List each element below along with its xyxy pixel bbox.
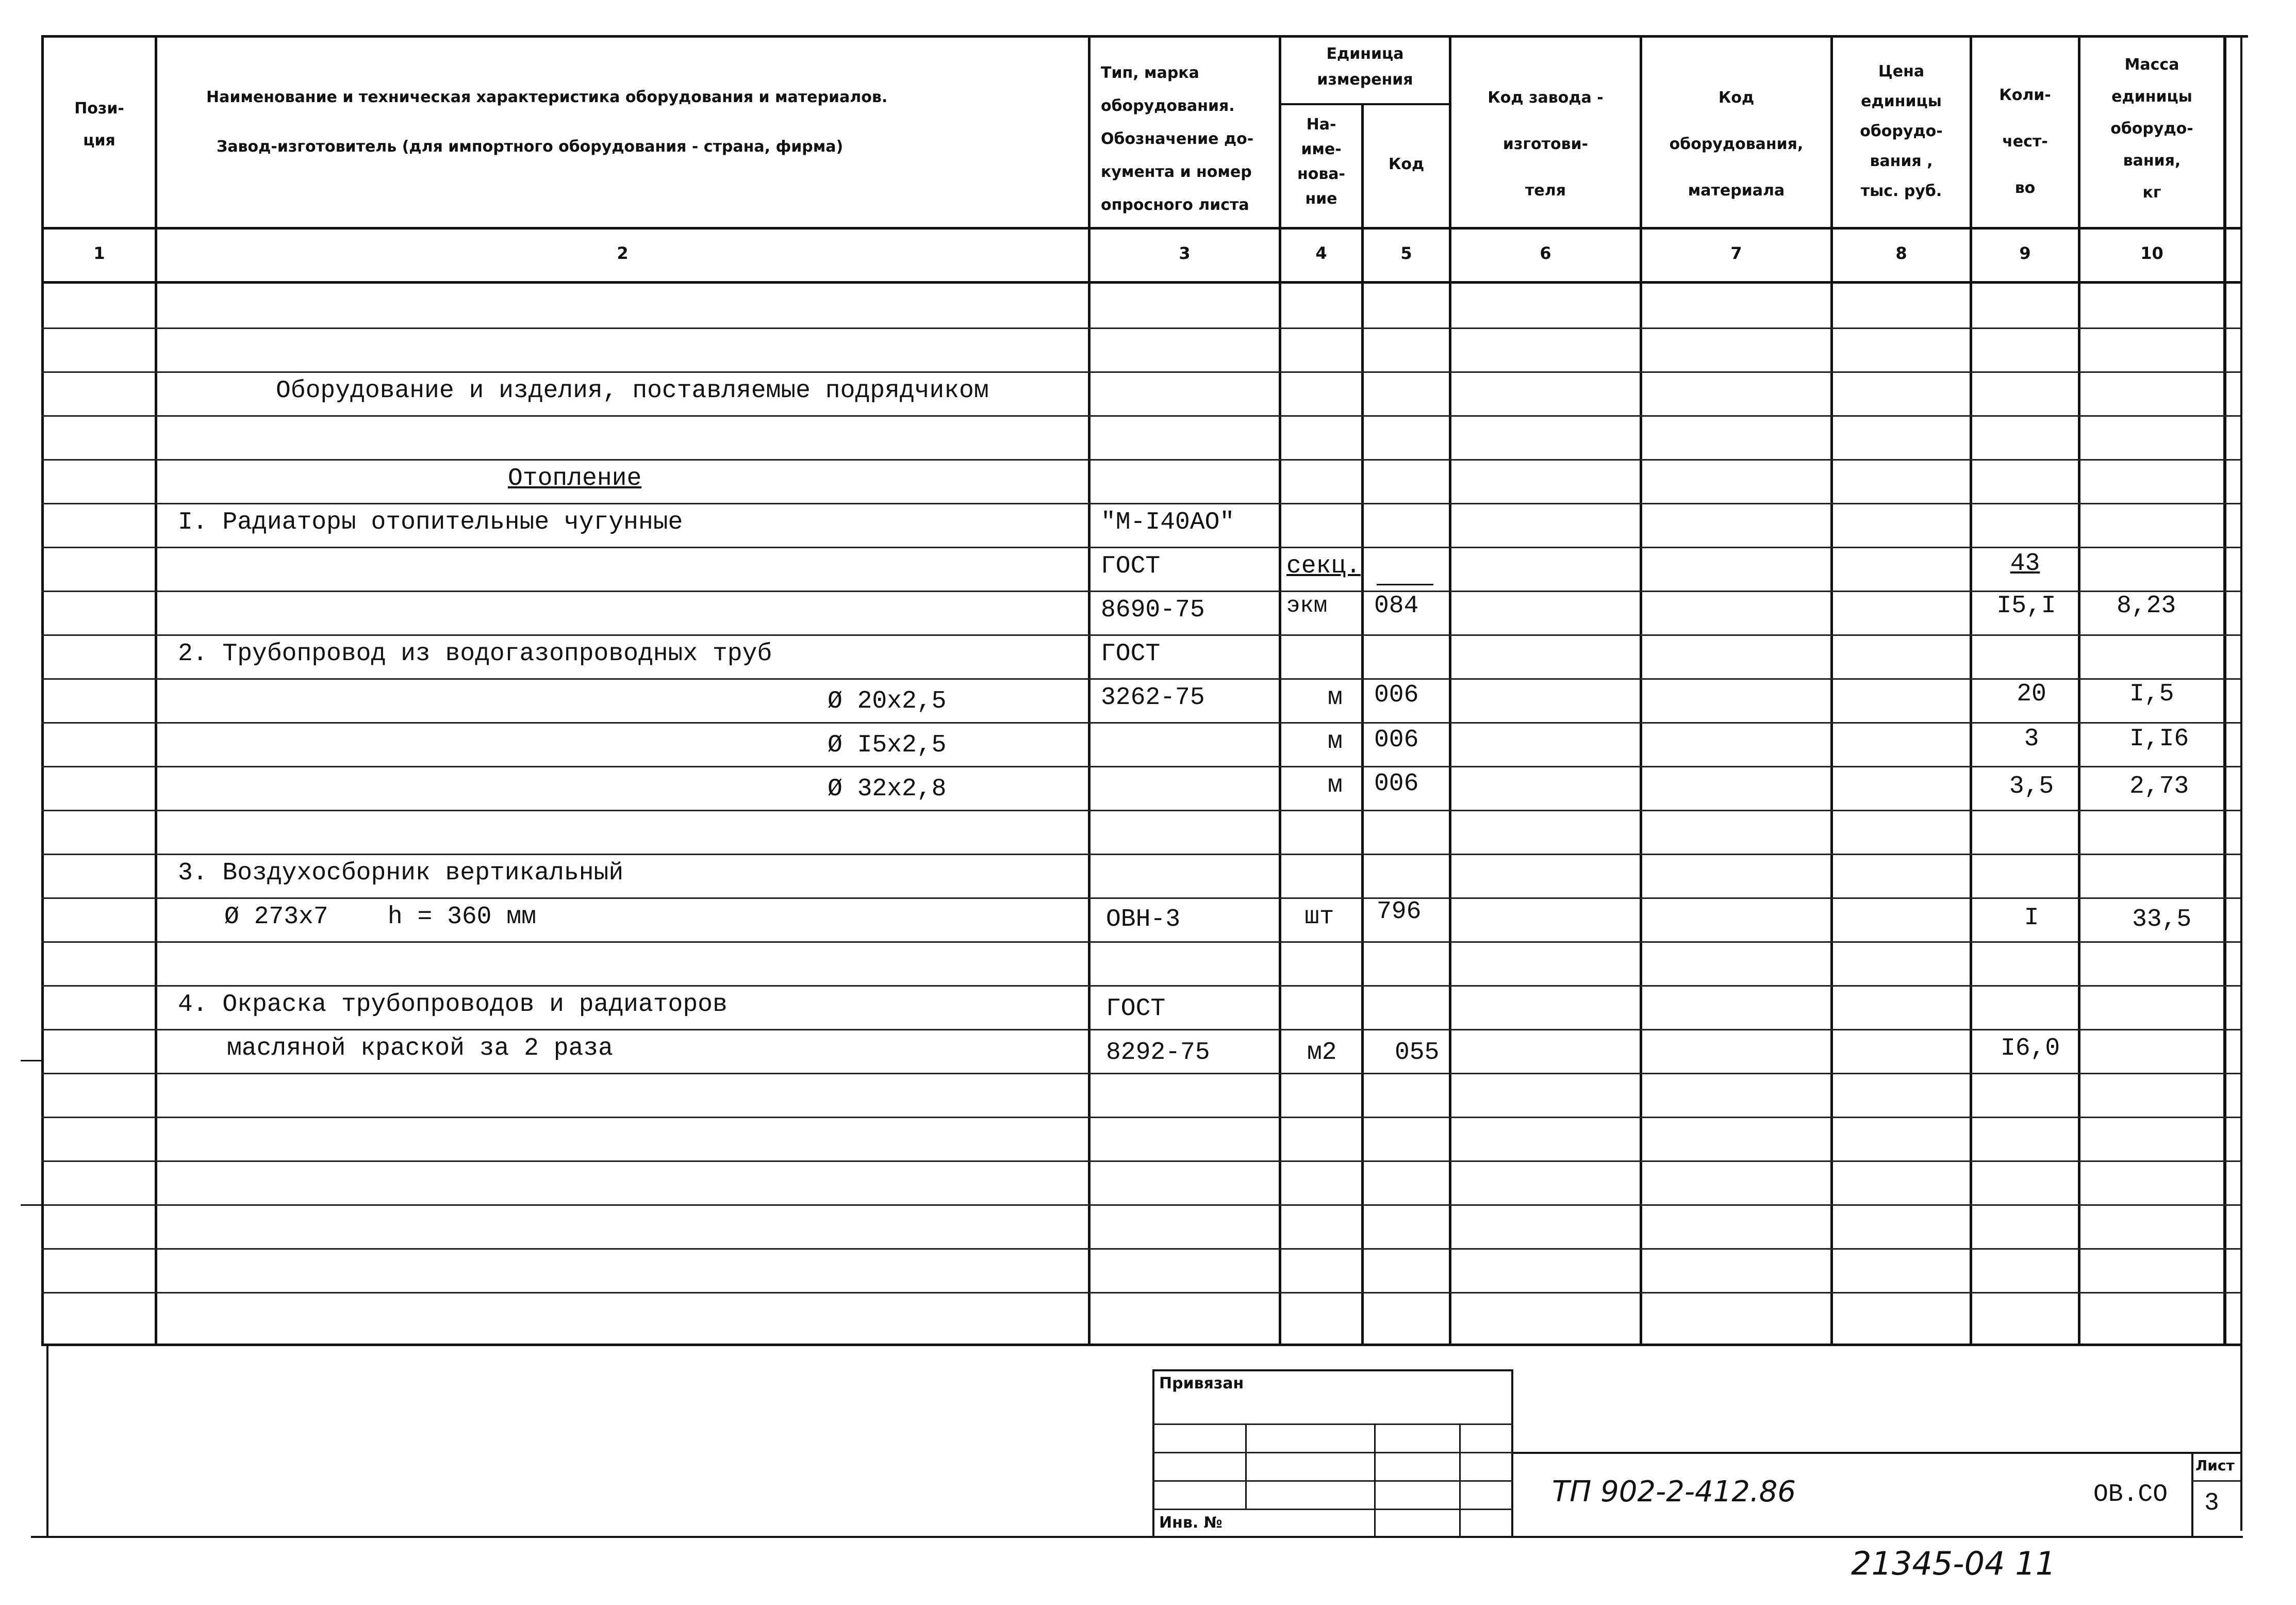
header-factory-code: Код завода - изготови- теля — [1488, 89, 1604, 200]
item3-mass: 33,5 — [2132, 906, 2192, 933]
item1-mass: 8,23 — [2117, 592, 2176, 620]
item4-code: 055 — [1395, 1039, 1440, 1067]
item4-gost: ГОСТ — [1106, 995, 1166, 1023]
pipe2-size: Ø I5x2,5 — [828, 731, 947, 759]
privyazan-label: Привязан — [1159, 1374, 1244, 1393]
item3-code: 796 — [1377, 898, 1422, 926]
item1-unit: секц. — [1286, 552, 1361, 580]
item1-gost: ГОСТ — [1101, 552, 1161, 580]
item1-unit2: экм — [1286, 593, 1328, 619]
header-mass: Масса единицы оборудо- вания, кг — [2110, 56, 2193, 202]
col-number: 4 — [1315, 243, 1327, 263]
sheet-number: 3 — [2204, 1489, 2219, 1517]
item3-spec: Ø 273x7 h = 360 мм — [224, 903, 536, 931]
item4-qty: I6,0 — [2001, 1035, 2060, 1062]
col-number: 3 — [1179, 243, 1191, 263]
item1-qty: I5,I — [1996, 592, 2056, 620]
header-name-line1: Наименование и техническая характеристика оборудования и материалов. — [206, 88, 888, 106]
header-position: Пози- ция — [74, 100, 124, 150]
sheet-label: Лист — [2195, 1457, 2235, 1474]
col-number: 7 — [1730, 243, 1742, 263]
pipe3-qty: 3,5 — [2009, 773, 2054, 800]
pipe3-size: Ø 32x2,8 — [828, 775, 947, 803]
col-number: 5 — [1400, 243, 1412, 263]
inventory-number-label: Инв. № — [1159, 1514, 1223, 1532]
item4-unit: м2 — [1307, 1039, 1337, 1067]
header-price: Цена единицы оборудо- вания , тыс. руб. — [1860, 62, 1943, 200]
item1-code: 084 — [1374, 592, 1419, 620]
pipe1-code: 006 — [1374, 681, 1419, 709]
pipe1-mass: I,5 — [2129, 680, 2174, 708]
pipe2-unit: м — [1328, 728, 1343, 756]
item2-gost: ГОСТ — [1101, 640, 1161, 668]
item3-qty: I — [2024, 904, 2039, 932]
item3-name: 3. Воздухосборник вертикальный — [178, 859, 624, 887]
pipe1-qty: 20 — [2017, 680, 2046, 708]
section-title: Оборудование и изделия, поставляемые подрядчиком — [276, 377, 989, 405]
pipe2-qty: 3 — [2024, 725, 2039, 753]
col-number: 9 — [2019, 243, 2031, 263]
header-type: Тип, марка оборудования. Обозначение до- кумента и номер опросного листа — [1101, 64, 1254, 214]
header-unit-code: Код — [1388, 155, 1425, 173]
item1-qty-top: 43 — [2010, 550, 2040, 578]
pipe1-unit: м — [1328, 684, 1343, 712]
col-number: 8 — [1895, 243, 1907, 263]
pipe2-code: 006 — [1374, 726, 1419, 754]
header-name-line2: Завод-изготовитель (для импортного оборудования - страна, фирма) — [217, 138, 844, 156]
archive-number: 21345-04 11 — [1851, 1545, 2056, 1582]
header-unit: Единица измерения — [1317, 45, 1413, 89]
item2-name: 2. Трубопровод из водогазопроводных труб — [178, 640, 772, 668]
pipe2-mass: I,I6 — [2129, 725, 2189, 753]
col-number: 6 — [1540, 243, 1551, 263]
header-equipment-code: Код оборудования, материала — [1669, 89, 1804, 200]
pipe3-code: 006 — [1374, 770, 1419, 798]
item1-doc: 8690-75 — [1101, 596, 1205, 624]
header-quantity: Коли- чест- во — [1999, 86, 2051, 197]
header-unit-name: На- име- нова- ние — [1297, 116, 1346, 208]
item1-type: "М-I40АО" — [1101, 509, 1235, 536]
item3-unit: шт — [1304, 903, 1334, 931]
pipe3-mass: 2,73 — [2129, 773, 2189, 800]
item1-name: I. Радиаторы отопительные чугунные — [178, 509, 683, 536]
pipe1-doc: 3262-75 — [1101, 684, 1205, 712]
document-code: ТП 902-2-412.86 — [1552, 1475, 1796, 1509]
item4-name2: масляной краской за 2 раза — [227, 1035, 613, 1062]
pipe1-size: Ø 20x2,5 — [828, 687, 947, 715]
col-number: 2 — [617, 243, 629, 263]
col-number: 1 — [93, 243, 105, 263]
subsection-title: Отопление — [508, 465, 642, 493]
col-number: 10 — [2140, 243, 2163, 263]
item3-type: ОВН-3 — [1106, 906, 1181, 933]
item4-doc: 8292-75 — [1106, 1039, 1210, 1067]
pipe3-unit: м — [1328, 772, 1343, 799]
item4-name: 4. Окраска трубопроводов и радиаторов — [178, 991, 728, 1019]
drawing-mark: ОВ.СО — [2093, 1481, 2168, 1509]
